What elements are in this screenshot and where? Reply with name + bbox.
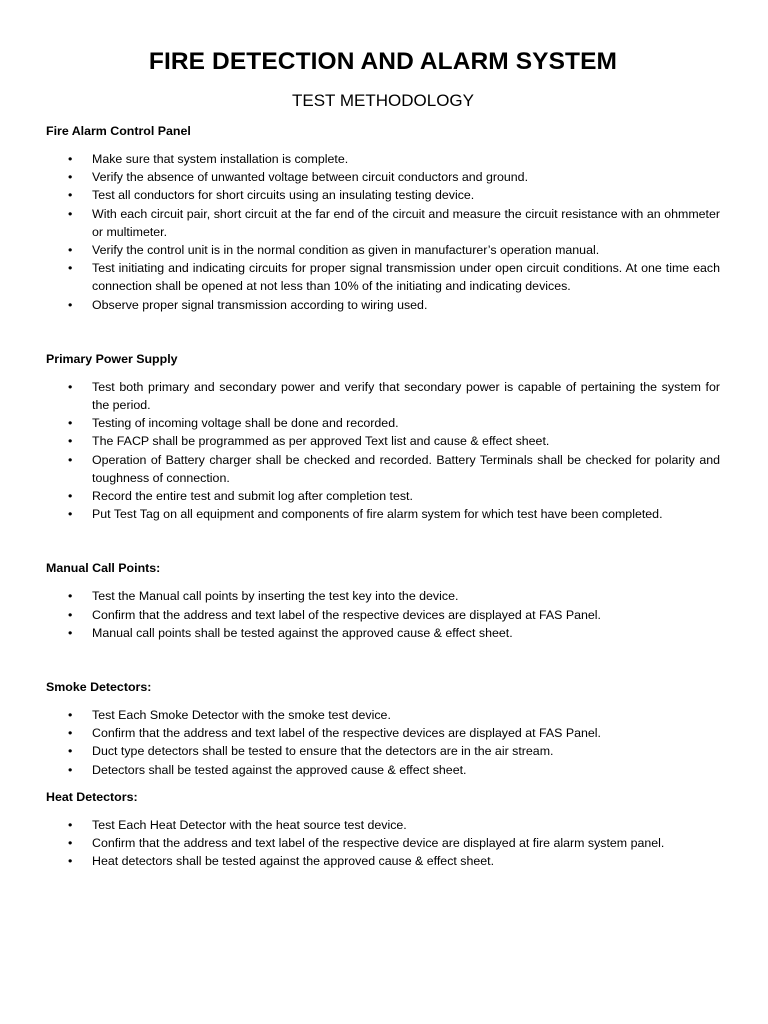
section-heading: Fire Alarm Control Panel [46,124,191,138]
list-item: • Test all conductors for short circuits using an insulating testing device. [46,186,720,204]
list-item: • Verify the control unit is in the normal condition as given in manufacturer’s operation manual. [46,241,720,259]
list-item: • Confirm that the address and text label of the respective devices are displayed at FAS Panel. [46,606,720,624]
list-item: • Put Test Tag on all equipment and components of fire alarm system for which test have been completed. [46,505,720,523]
bullet-list [46,816,720,871]
bullet-list [46,706,720,779]
list-item: • Observe proper signal transmission according to wiring used. [46,296,720,314]
bullet-list [46,150,720,314]
list-item: • Test initiating and indicating circuits for proper signal transmission under open circuit conditions. At one time each connection shall be opened at not less than 10% of the initiating and indicating devices. [46,259,720,295]
list-item: • Duct type detectors shall be tested to ensure that the detectors are in the air stream. [46,742,720,760]
list-item: • Heat detectors shall be tested against the approved cause & effect sheet. [46,852,720,870]
list-item: • Make sure that system installation is complete. [46,150,720,168]
section-heading: Manual Call Points: [46,561,161,576]
list-item: • Testing of incoming voltage shall be done and recorded. [46,414,720,432]
list-item: • Verify the absence of unwanted voltage between circuit conductors and ground. [46,168,720,186]
section-heading: Smoke Detectors: [46,680,152,695]
document-title: FIRE DETECTION AND ALARM SYSTEM [148,48,618,75]
section-heat-detectors [46,788,720,871]
list-item: • Manual call points shall be tested against the approved cause & effect sheet. [46,624,720,642]
list-item: • Record the entire test and submit log after completion test. [46,487,720,505]
list-item: • Confirm that the address and text label of the respective devices are displayed at FAS Panel. [46,724,720,742]
section-manual-call-points [46,559,720,642]
list-item: • Test both primary and secondary power and verify that secondary power is capable of pertaining the system for the period. [46,378,720,414]
section-smoke-detectors [46,678,720,779]
list-item: • The FACP shall be programmed as per approved Text list and cause & effect sheet. [46,432,720,450]
list-item: • Detectors shall be tested against the approved cause & effect sheet. [46,761,720,779]
list-item: • Confirm that the address and text label of the respective device are displayed at fire alarm system panel. [46,834,720,852]
list-item: • Test the Manual call points by inserting the test key into the device. [46,587,720,605]
bullet-list [46,378,720,524]
list-item: • With each circuit pair, short circuit at the far end of the circuit and measure the circuit resistance with an ohmmeter or multimeter. [46,205,720,241]
list-item: • Test Each Smoke Detector with the smoke test device. [46,706,720,724]
section-heading: Heat Detectors: [46,789,138,804]
section-primary-power-supply [46,350,720,524]
section-heading: Primary Power Supply [46,351,178,366]
document-subtitle: TEST METHODOLOGY [292,91,474,110]
section-fire-alarm-control-panel [46,122,720,314]
list-item: • Test Each Heat Detector with the heat source test device. [46,816,720,834]
list-item: • Operation of Battery charger shall be checked and recorded. Battery Terminals shall be checked for polarity and toughness of connection. [46,451,720,487]
bullet-list [46,587,720,642]
